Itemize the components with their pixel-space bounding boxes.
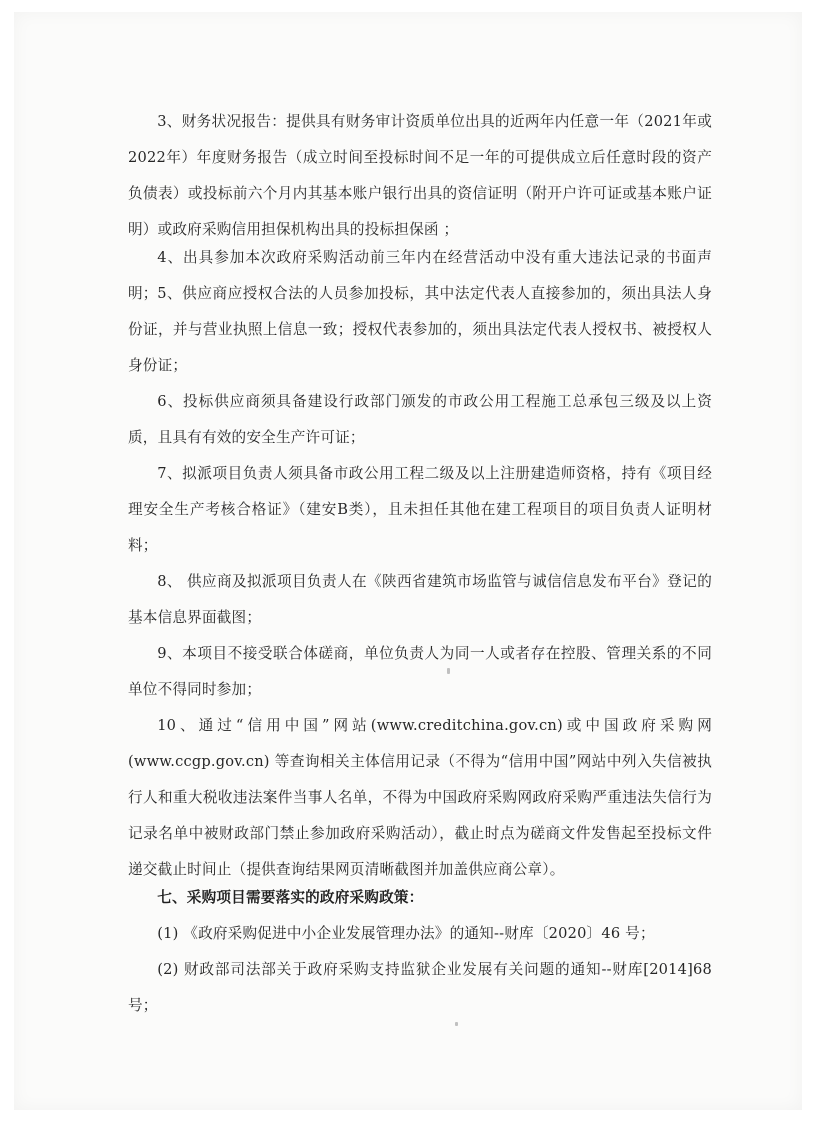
policy-item: (1) 《政府采购促进中小企业发展管理办法》的通知--财库〔2020〕46 号； — [157, 925, 655, 942]
policy-item: (2) 财政部司法部关于政府采购支持监狱企业发展有关问题的通知--财库[2014]68号； — [128, 961, 712, 1014]
paragraph-qualification: 6、投标供应商须具备建设行政部门颁发的市政公用工程施工总承包三级及以上资质，且具有有效的安全生产许可证； — [128, 393, 712, 446]
paragraph-financial-report: 3、财务状况报告：提供具有财务审计资质单位出具的近两年内任意一年（2021年或2022年）年度财务报告（成立时间至投标时间不足一年的可提供成立后任意时段的资产负债表）或投标前六个月内其基本账户银行出具的资信证明（附开户许可证或基本账户证明）或政府采购信用担保机构出具的投标担保函 ； — [128, 113, 712, 238]
paragraph-no-consortium: 9、本项目不接受联合体磋商，单位负责人为同一人或者存在控股、管理关系的不同单位不得同时参加； — [128, 645, 712, 698]
paragraph-legal-record-statement: 4、出具参加本次政府采购活动前三年内在经营活动中没有重大违法记录的书面声明； — [128, 249, 712, 302]
paragraph-authorized-personnel: 5、供应商应授权合法的人员参加投标，其中法定代表人直接参加的，须出具法人身份证，并与营业执照上信息一致；授权代表参加的，须出具法定代表人授权书、被授权人身份证； — [128, 285, 712, 374]
paragraph-platform-screenshot: 8、 供应商及拟派项目负责人在《陕西省建筑市场监管与诚信信息发布平台》登记的基本信息界面截图； — [128, 573, 712, 626]
paragraph-credit-check: 10、通过“信用中国”网站(www.creditchina.gov.cn)或中国政府采购网(www.ccgp.gov.cn) 等查询相关主体信用记录（不得为“信用中国”网站中列入失信被执行人和重大税收违法案件当事人名单，不得为中国政府采购网政府采购严重违法失信行为记录名单中被财政部门禁止参加政府采购活动），截止时点为磋商文件发售起至投标文件递交截止时间止（提供查询结果网页清晰截图并加盖供应商公章）。 — [128, 717, 712, 878]
scan-speck — [447, 668, 450, 674]
scan-speck — [455, 1022, 458, 1026]
section-heading: 七、采购项目需要落实的政府采购政策： — [157, 889, 424, 906]
paragraph-project-manager: 7、拟派项目负责人须具备市政公用工程二级及以上注册建造师资格，持有《项目经理安全生产考核合格证》（建安B类），且未担任其他在建工程项目的项目负责人证明材料； — [128, 465, 712, 554]
